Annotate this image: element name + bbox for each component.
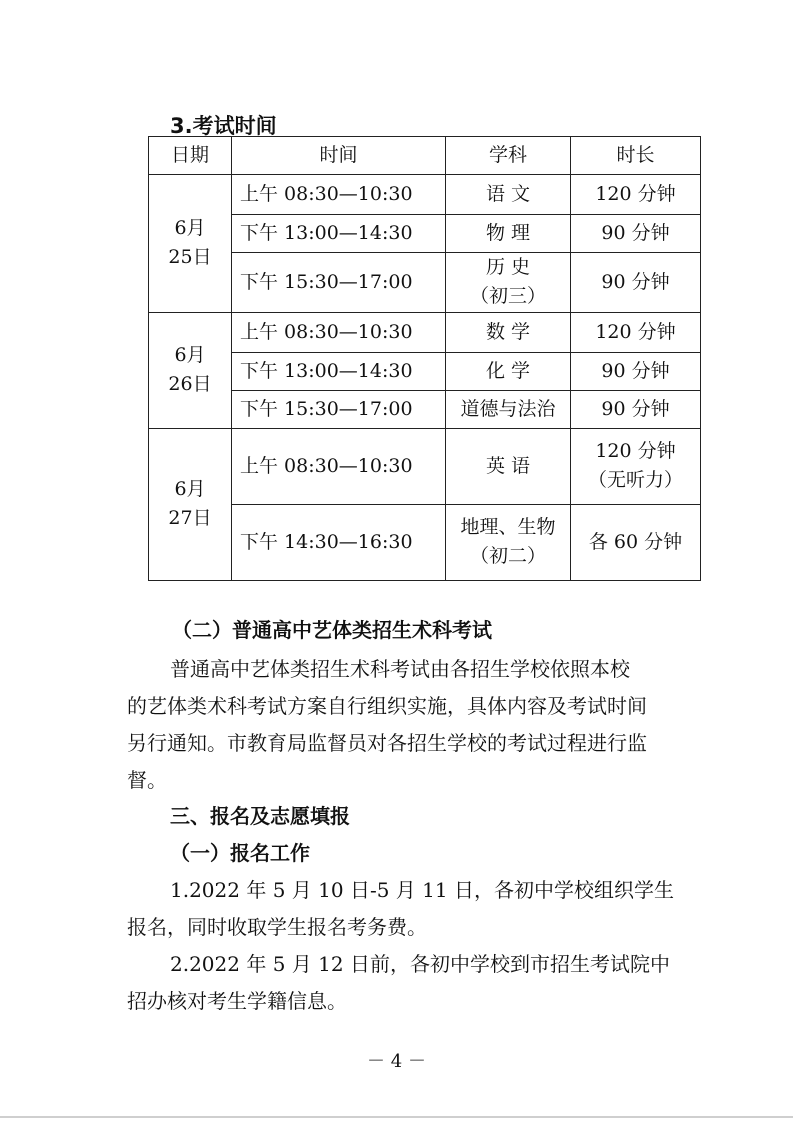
time-cell: 下午 15:30—17:00 <box>232 253 446 313</box>
subject-cell: 地理、生物 （初二） <box>446 504 571 580</box>
paragraph-line: 报名，同时收取学生报名考务费。 <box>127 915 427 939</box>
duration-cell: 90 分钟 <box>571 253 701 313</box>
table-row <box>149 312 701 352</box>
subject-cell: 化 学 <box>446 352 571 390</box>
subject-cell: 物 理 <box>446 215 571 253</box>
paragraph-line: 督。 <box>127 768 167 792</box>
exam-schedule-table <box>148 136 701 581</box>
table-row <box>149 175 701 215</box>
header-subject: 学科 <box>446 137 571 175</box>
header-time: 时间 <box>232 137 446 175</box>
paragraph-line: 普通高中艺体类招生术科考试由各招生学校依照本校 <box>170 657 630 681</box>
subject-cell: 英 语 <box>446 428 571 504</box>
paragraph-line: 的艺体类术科考试方案自行组织实施，具体内容及考试时间 <box>127 694 647 718</box>
time-cell: 上午 08:30—10:30 <box>232 312 446 352</box>
time-cell: 上午 08:30—10:30 <box>232 428 446 504</box>
duration-cell: 120 分钟 <box>571 312 701 352</box>
duration-cell: 各 60 分钟 <box>571 504 701 580</box>
header-date: 日期 <box>149 137 232 175</box>
table-row <box>149 504 701 580</box>
time-cell: 下午 13:00—14:30 <box>232 215 446 253</box>
table-row <box>149 253 701 313</box>
page-number: － 4 － <box>367 1051 426 1072</box>
time-cell: 下午 14:30—16:30 <box>232 504 446 580</box>
date-cell: 6月 27日 <box>149 428 232 580</box>
paragraph-line: 2.2022 年 5 月 12 日前，各初中学校到市招生考试院中 <box>170 952 670 976</box>
date-cell: 6月 25日 <box>149 175 232 313</box>
table-row <box>149 215 701 253</box>
table-header-row <box>149 137 701 175</box>
duration-cell: 120 分钟 <box>571 175 701 215</box>
subject-cell: 数 学 <box>446 312 571 352</box>
header-duration: 时长 <box>571 137 701 175</box>
paragraph-line: 招办核对考生学籍信息。 <box>127 989 347 1013</box>
duration-cell: 120 分钟 （无听力） <box>571 428 701 504</box>
time-cell: 下午 15:30—17:00 <box>232 390 446 428</box>
paragraph-line: 另行通知。市教育局监督员对各招生学校的考试过程进行监 <box>127 731 647 755</box>
subject-cell: 道德与法治 <box>446 390 571 428</box>
registration-subheading: （一）报名工作 <box>170 841 310 865</box>
subject-cell: 语 文 <box>446 175 571 215</box>
duration-cell: 90 分钟 <box>571 215 701 253</box>
art-exam-heading: （二）普通高中艺体类招生术科考试 <box>172 618 492 642</box>
section-title: 3.考试时间 <box>170 114 277 138</box>
duration-cell: 90 分钟 <box>571 352 701 390</box>
date-cell: 6月 26日 <box>149 312 232 428</box>
subject-cell: 历 史 （初三） <box>446 253 571 313</box>
registration-heading: 三、报名及志愿填报 <box>170 804 350 828</box>
time-cell: 下午 13:00—14:30 <box>232 352 446 390</box>
duration-cell: 90 分钟 <box>571 390 701 428</box>
time-cell: 上午 08:30—10:30 <box>232 175 446 215</box>
bottom-rule <box>0 1116 793 1118</box>
table-row <box>149 352 701 390</box>
table-row <box>149 428 701 504</box>
paragraph-line: 1.2022 年 5 月 10 日-5 月 11 日，各初中学校组织学生 <box>170 878 674 902</box>
table-row <box>149 390 701 428</box>
